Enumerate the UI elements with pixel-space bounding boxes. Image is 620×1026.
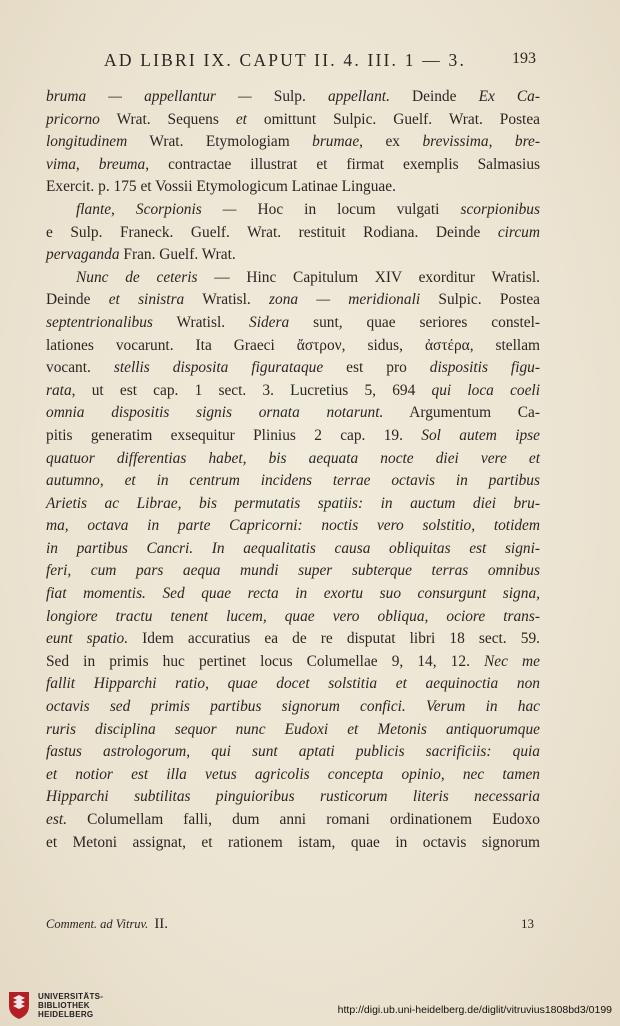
text-line: e Sulp. Franeck. Guelf. Wrat. restituit Rodiana. Deinde circum bbox=[46, 223, 540, 241]
text-line: Nunc de ceteris — Hinc Capitulum XIV exorditur Wratisl. bbox=[76, 268, 541, 286]
text-line: in partibus Cancri. In aequalitatis causa obliquitas est signi- bbox=[46, 539, 540, 557]
text-line: ruris disciplina sequor nunc Eudoxi et Metonis antiquorumque bbox=[46, 720, 540, 738]
page-header bbox=[0, 50, 620, 76]
text-line: et Metoni assignat, et rationem istam, quae in octavis signorum bbox=[46, 833, 540, 851]
text-line: et notior est illa vetus agricolis concepta opinio, nec tamen bbox=[46, 765, 540, 783]
text-line: Exercit. p. 175 et Vossii Etymologicum Latinae Linguae. bbox=[46, 178, 396, 196]
text-line: longitudinem Wrat. Etymologiam brumae, ex brevissima, bre- bbox=[46, 133, 540, 151]
library-crest-icon bbox=[6, 990, 32, 1020]
running-title: AD LIBRI IX. CAPUT II. 4. III. 1 — 3. bbox=[104, 50, 467, 70]
text-line: Sed in primis huc pertinet locus Columellae 9, 14, 12. Nec me bbox=[46, 652, 540, 670]
text-line: pitis generatim exsequitur Plinius 2 cap. 19. Sol autem ipse bbox=[46, 426, 540, 444]
text-line: Arietis ac Librae, bis permutatis spatiis: in auctum diei bru- bbox=[46, 494, 540, 512]
text-line: fiat momentis. Sed quae recta in exortu suo consurgunt signa, bbox=[46, 585, 540, 603]
text-line: longiore tractu tenent lucem, quae vero obliqua, ociore trans- bbox=[46, 607, 540, 625]
source-url[interactable]: http://digi.ub.uni-heidelberg.de/diglit/vitruvius1808bd3/0199 bbox=[337, 1004, 612, 1016]
library-name: UNIVERSITÄTS- BIBLIOTHEK HEIDELBERG bbox=[38, 992, 104, 1019]
signature-mark: Comment. ad Vitruv. II. bbox=[46, 916, 169, 932]
page-footer bbox=[46, 916, 540, 936]
signature-number: 13 bbox=[521, 916, 534, 931]
text-line: bruma — appellantur — Sulp. appellant. Deinde Ex Ca- bbox=[46, 88, 540, 105]
text-line: est. Columellam falli, dum anni romani ordinationem Eudoxo bbox=[46, 811, 540, 828]
page-number: 193 bbox=[512, 50, 536, 67]
text-line: lationes vocarunt. Ita Graeci ἄστρον, sidus, ἀστέρα, stellam bbox=[46, 336, 540, 354]
text-line: flante, Scorpionis — Hoc in locum vulgati scorpionibus bbox=[76, 200, 540, 218]
commentary-text bbox=[46, 86, 540, 854]
text-line: pricorno Wrat. Sequens et omittunt Sulpic. Guelf. Wrat. Postea bbox=[46, 110, 540, 128]
text-line: septentrionalibus Wratisl. Sidera sunt, quae seriores constel- bbox=[46, 313, 541, 331]
text-line: quatuor differentias habet, bis aequata nocte diei vere et bbox=[46, 449, 540, 467]
text-line: pervaganda Fran. Guelf. Wrat. bbox=[46, 246, 236, 264]
text-line: eunt spatio. Idem accuratius ea de re disputat libri 18 sect. 59. bbox=[46, 630, 540, 648]
text-line: omnia dispositis signis ornata notarunt. Argumentum Ca- bbox=[46, 404, 540, 422]
text-line: vocant. stellis disposita figurataque est pro dispositis figu- bbox=[46, 359, 540, 377]
text-line: fallit Hipparchi ratio, quae docet solstitia et aequinoctia non bbox=[46, 675, 540, 693]
text-line: rata, ut est cap. 1 sect. 3. Lucretius 5, 694 qui loca coeli bbox=[46, 381, 540, 399]
text-line: fastus astrologorum, qui sunt aptati publicis sacrificiis: quia bbox=[46, 743, 540, 761]
library-logo[interactable] bbox=[6, 990, 126, 1022]
text-line: Deinde et sinistra Wratisl. zona — meridionali Sulpic. Postea bbox=[46, 291, 540, 309]
text-line: feri, cum pars aequa mundi super subterque terras omnibus bbox=[46, 562, 540, 580]
text-line: Hipparchi subtilitas pinguioribus rusticorum literis necessaria bbox=[46, 788, 540, 806]
text-line: autumno, et in centrum incidens terrae octavis in partibus bbox=[46, 472, 540, 490]
text-line: ma, octava in parte Capricorni: noctis vero solstitio, totidem bbox=[46, 517, 540, 535]
text-line: vima, breuma, contractae illustrat et firmat exemplis Salmasius bbox=[46, 155, 541, 173]
text-line: octavis sed primis partibus signorum confici. Verum in hac bbox=[46, 698, 540, 716]
